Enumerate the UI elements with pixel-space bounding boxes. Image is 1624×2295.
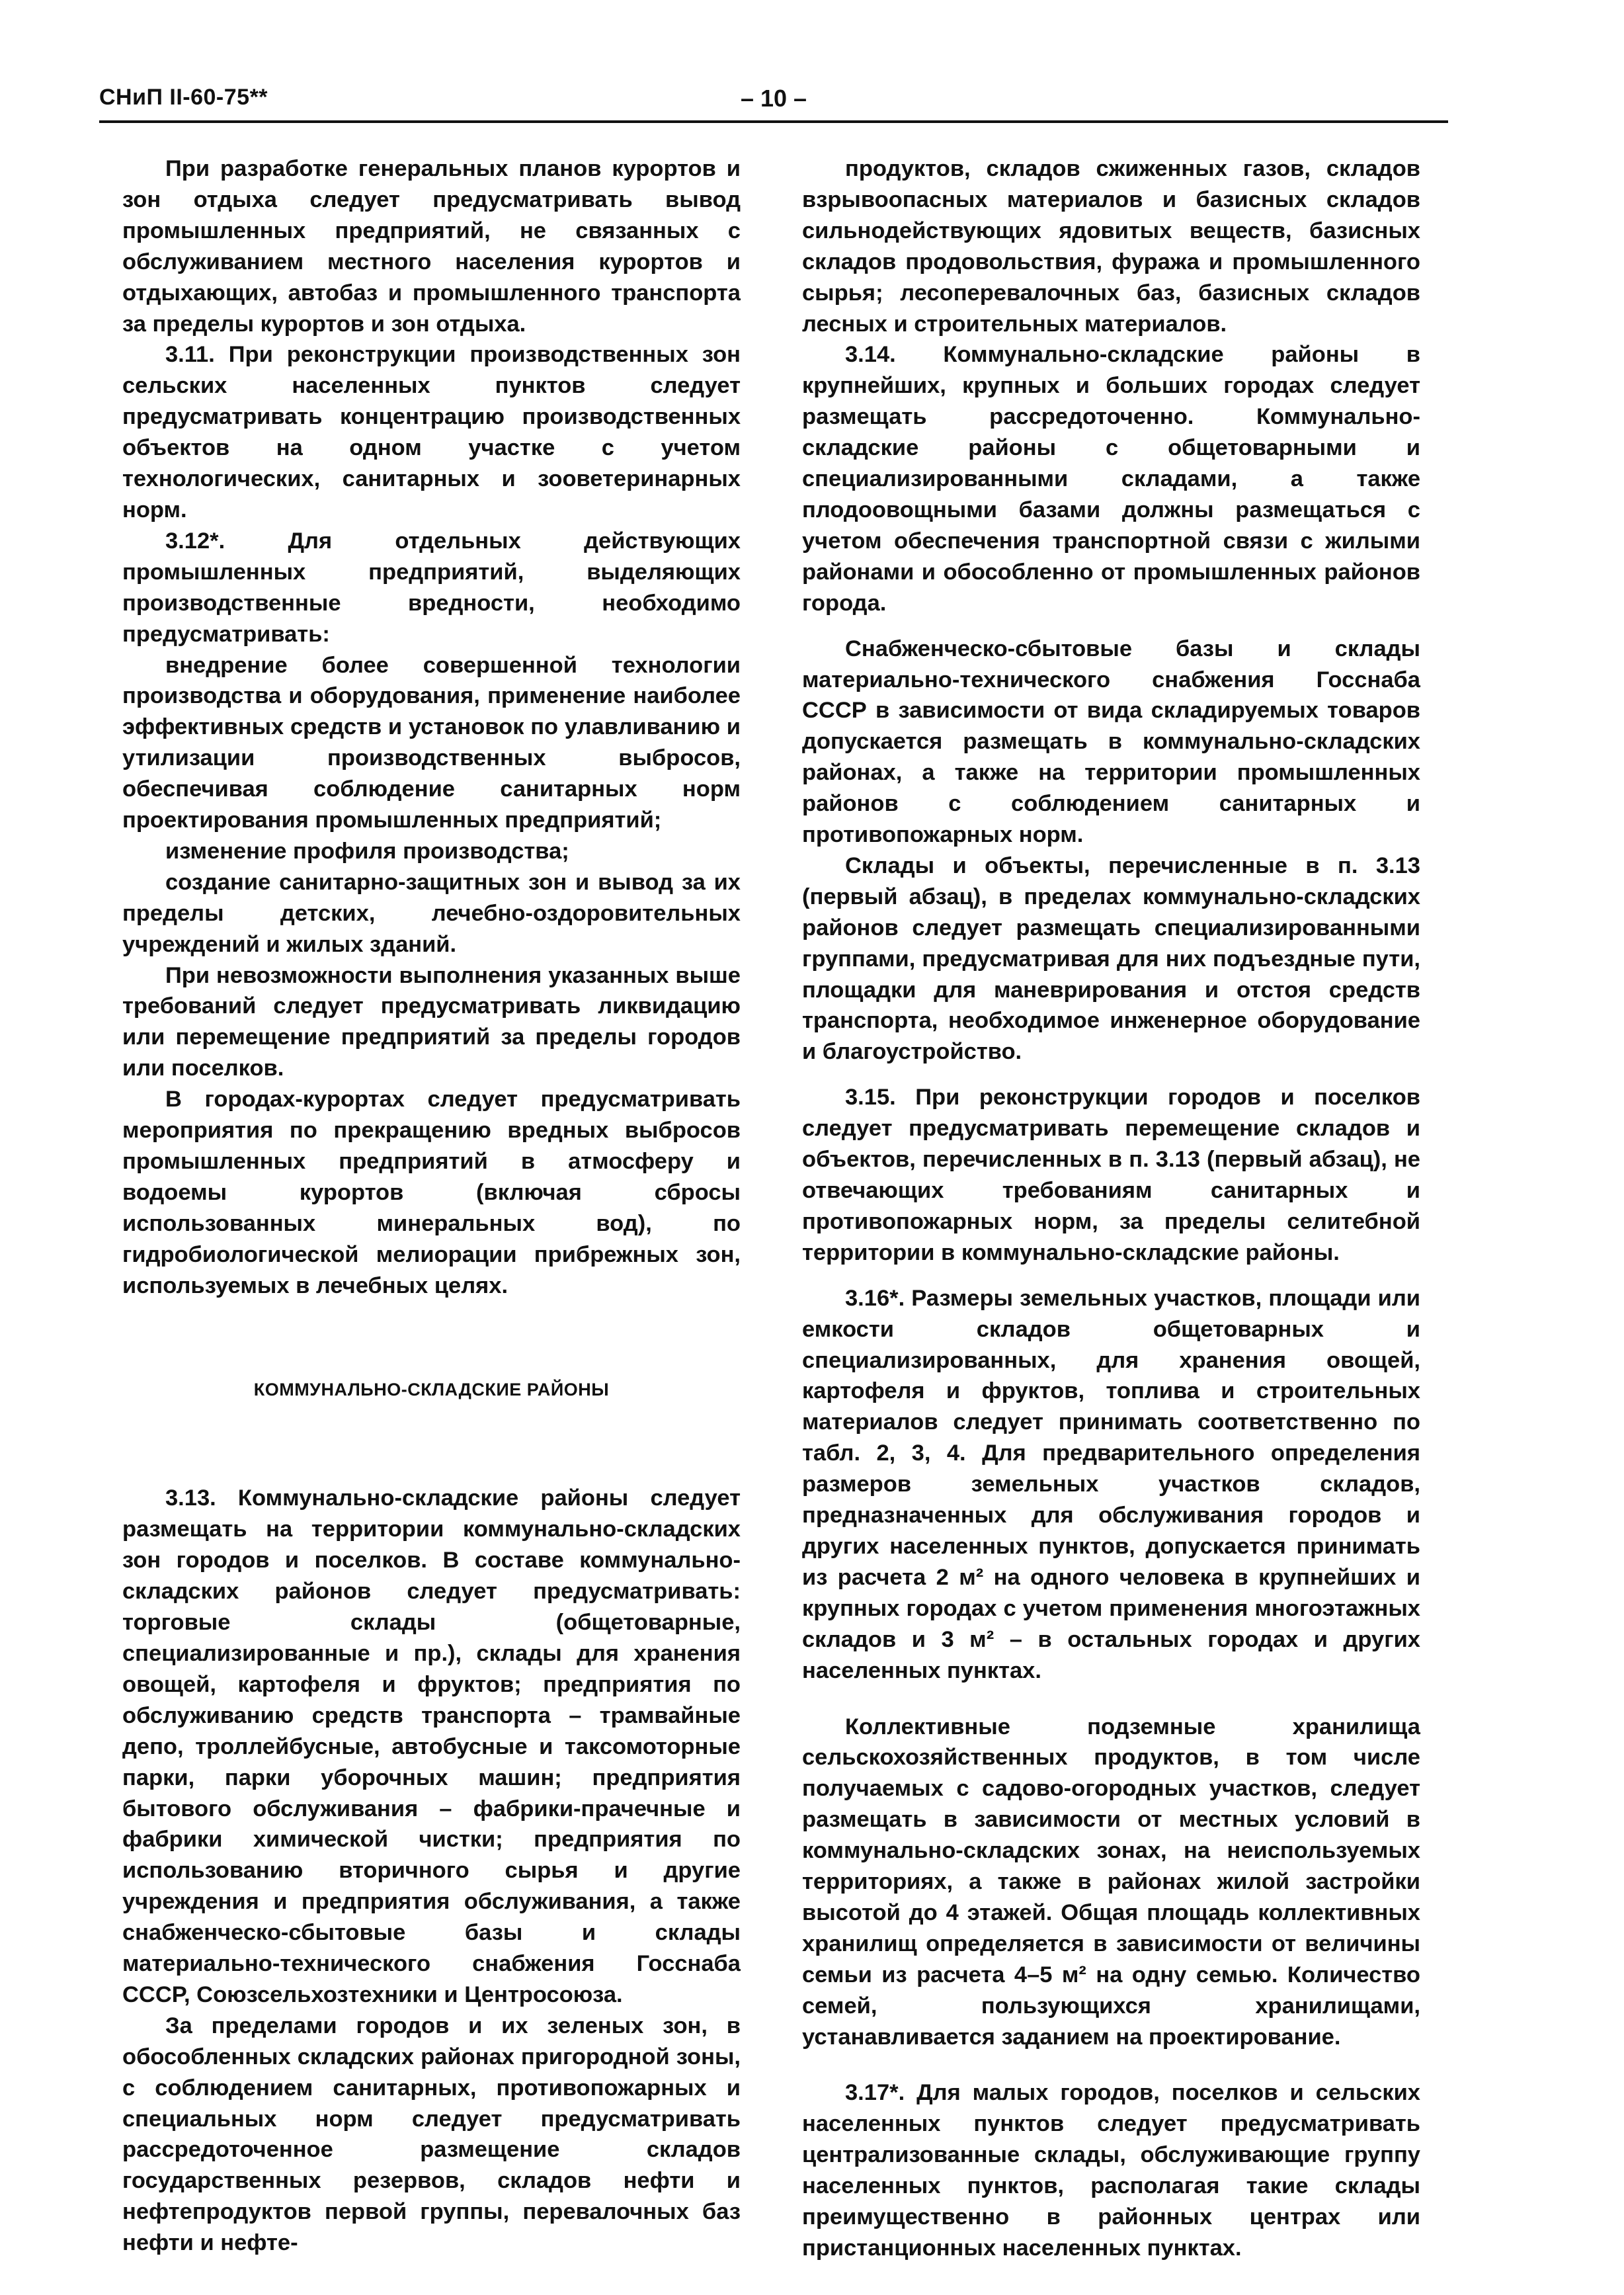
paragraph: Снабженческо-сбытовые базы и склады материально-технического снабжения Госснаба СССР в зависимости от вида складируемых товаров допускается размещать в коммунально-складских районах, а также на территории промышленных районов с соблюдением санитарных и противопожарных норм. bbox=[802, 636, 1420, 848]
page-header bbox=[99, 85, 1448, 124]
paragraph: создание санитарно-защитных зон и вывод за их пределы детских, лечебно-оздоровительных учреждений и жилых зданий. bbox=[122, 869, 741, 957]
paragraph: При разработке генеральных планов курортов и зон отдыха следует предусматривать вывод промышленных предприятий, не связанных с обслуживанием местного населения курортов и отдыхающих, автобаз и промышленного транспорта за пределы курортов и зон отдыха. bbox=[122, 156, 741, 337]
header-rule bbox=[99, 120, 1448, 123]
paragraph: За пределами городов и их зеленых зон, в обособленных складских районах пригородной зоны, с соблюдением санитарных, противопожарных и специальных норм следует предусматривать рассредоточенное размещение складов государственных резервов, складов нефти и нефтепродуктов первой группы, перевалочных баз нефти и нефте- bbox=[122, 2013, 741, 2256]
section-heading: КОММУНАЛЬНО-СКЛАДСКИЕ РАЙОНЫ bbox=[253, 1379, 610, 1399]
paragraph: 3.12*. Для отдельных действующих промышленных предприятий, выделяющих производственные вредности, необходимо предусматривать: bbox=[122, 528, 741, 647]
paragraph: 3.13. Коммунально-складские районы следует размещать на территории коммунально-складских зон городов и поселков. В составе коммунально-складских районов следует предусматривать: торговые склады (общетоварные, специализированные и пр.), склады для хранения овощей, картофеля и фруктов; предприятия по обслуживанию средств транспорта – трамвайные депо, троллейбусные, автобусные и таксомоторные парки, парки уборочных машин; предприятия бытового обслуживания – фабрики-прачечные и фабрики химической чистки; предприятия по использованию вторичного сырья и другие учреждения и предприятия обслуживания, а также снабженческо-сбытовые базы и склады материально-технического снабжения Госснаба СССР, Союзсельхозтехники и Центросоюза. bbox=[122, 1485, 741, 2007]
paragraph: 3.17*. Для малых городов, поселков и сельских населенных пунктов следует предусматривать централизованные склады, обслуживающие группу населенных пунктов, располагая такие склады преимущественно в районных центрах или пристанционных населенных пунктах. bbox=[802, 2080, 1420, 2261]
paragraph: изменение профиля производства; bbox=[165, 838, 569, 864]
paragraph: 3.16*. Размеры земельных участков, площади или емкости складов общетоварных и специализированных, для хранения овощей, картофеля и фруктов, топлива и строительных материалов следует принимать соответственно по табл. 2, 3, 4. Для предварительного определения размеров земельных участков складов, предназначенных для обслуживания городов и других населенных пунктов, допускается принимать из расчета 2 м² на одного человека в крупнейших и крупных городах с учетом применения многоэтажных складов и 3 м² – в остальных городах и других населенных пунктах. bbox=[802, 1285, 1420, 1683]
paragraph: Склады и объекты, перечисленные в п. 3.13 (первый абзац), в пределах коммунально-складских районов следует размещать специализированными группами, предусматривая для них подъездные пути, площадки для маневрирования и отстоя средств транспорта, необходимое инженерное оборудование и благоустройство. bbox=[802, 853, 1420, 1065]
paragraph: В городах-курортах следует предусматривать мероприятия по прекращению вредных выбросов промышленных предприятий в атмосферу и водоемы курортов (включая сбросы использованных минеральных вод), по гидробиологической мелиорации прибрежных зон, используемых в лечебных целях. bbox=[122, 1087, 741, 1298]
paragraph: продуктов, складов сжиженных газов, складов взрывоопасных материалов и базисных складов сильнодействующих ядовитых веществ, базисных складов продовольствия, фуража и промышленного сырья; лесоперевалочных баз, базисных складов лесных и строительных материалов. bbox=[802, 156, 1420, 337]
page-number: – 10 – bbox=[740, 85, 807, 112]
right-column bbox=[802, 153, 1420, 2264]
left-column bbox=[122, 153, 741, 2259]
document-code: СНиП II-60-75** bbox=[99, 85, 268, 110]
paragraph: внедрение более совершенной технологии производства и оборудования, применение наиболее эффективных средств и установок по улавливанию и утилизации производственных выбросов, обеспечивая соблюдение санитарных норм проектирования промышленных предприятий; bbox=[122, 652, 741, 833]
paragraph: 3.14. Коммунально-складские районы в крупнейших, крупных и больших городах следует размещать рассредоточенно. Коммунально-складские районы с общетоварными и специализированными складами, а также плодоовощными базами должны размещаться с учетом обеспечения транспортной связи с жилыми районами и обособленно от промышленных районов города. bbox=[802, 342, 1420, 616]
paragraph: Коллективные подземные хранилища сельскохозяйственных продуктов, в том числе получаемых с садово-огородных участков, следует размещать в зависимости от местных условий в коммунально-складских зонах, на неиспользуемых территориях, а также в районах жилой застройки высотой до 4 этажей. Общая площадь коллективных хранилищ определяется в зависимости от величины семьи из расчета 4–5 м² на одну семью. Количество семей, пользующихся хранилищами, устанавливается заданием на проектирование. bbox=[802, 1714, 1420, 2050]
paragraph: 3.15. При реконструкции городов и поселков следует предусматривать перемещение складов и объектов, перечисленных в п. 3.13 (первый абзац), не отвечающих требованиям санитарных и противопожарных норм, за пределы селитебной территории в коммунально-складские районы. bbox=[802, 1085, 1420, 1265]
paragraph: При невозможности выполнения указанных выше требований следует предусматривать ликвидацию или перемещение предприятий за пределы городов или поселков. bbox=[122, 962, 741, 1081]
paragraph: 3.11. При реконструкции производственных зон сельских населенных пунктов следует предусматривать концентрацию производственных объектов на одном участке с учетом технологических, санитарных и зооветеринарных норм. bbox=[122, 342, 741, 522]
